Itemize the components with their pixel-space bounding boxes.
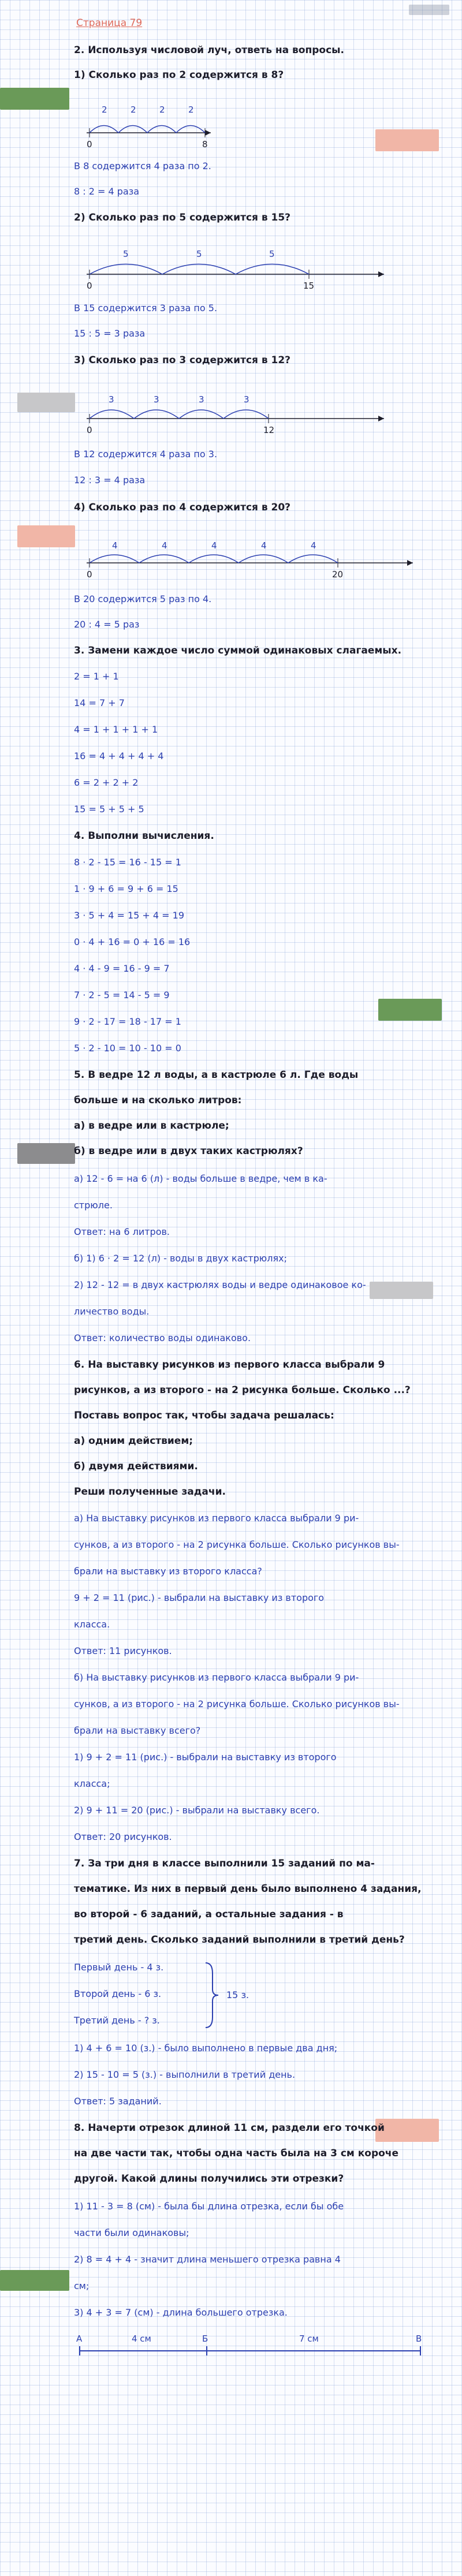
task6-answer: брали на выставку из второго класса?: [74, 1566, 262, 1577]
task2-q3-answer2: 12 : 3 = 4 раза: [74, 475, 146, 486]
task5-answer: а) 12 - 6 = на 6 (л) - воды больше в ведре, чем в ка-: [74, 1173, 327, 1184]
task5-text: больше и на сколько литров:: [74, 1095, 242, 1106]
length-label: 7 см: [299, 2334, 319, 2344]
task6-answer: 1) 9 + 2 = 11 (рис.) - выбрали на выставку из второго: [74, 1752, 337, 1763]
tick-label: 0: [87, 425, 92, 435]
task2-q2-answer2: 15 : 5 = 3 раза: [74, 328, 146, 339]
task6-answer: класса.: [74, 1619, 110, 1630]
task5-answer: 2) 12 - 12 = в двух кастрюлях воды и ведре одинаковое ко-: [74, 1279, 366, 1290]
decorative-blob: [0, 88, 69, 110]
tick-label: 12: [263, 425, 275, 435]
task2-q2-answer: В 15 содержится 3 раза по 5.: [74, 303, 218, 313]
task4-header: 4. Выполни вычисления.: [74, 830, 214, 842]
decorative-blob: [0, 2270, 69, 2291]
task3-line: 4 = 1 + 1 + 1 + 1: [74, 724, 158, 735]
task4-line: 0 · 4 + 16 = 0 + 16 = 16: [74, 936, 191, 947]
point-label: Б: [202, 2334, 208, 2344]
number-line-q4: [87, 522, 416, 580]
arc-label: 2: [102, 104, 107, 115]
task2-q1-answer2: 8 : 2 = 4 раза: [74, 186, 140, 197]
segment-diagram: [74, 2327, 432, 2373]
task4-line: 4 · 4 - 9 = 16 - 9 = 7: [74, 963, 170, 974]
task6-text: б) двумя действиями.: [74, 1461, 198, 1472]
task7-total: 15 з.: [226, 1989, 249, 2000]
task4-line: 3 · 5 + 4 = 15 + 4 = 19: [74, 910, 185, 921]
task5-text: а) в ведре или в кастрюле;: [74, 1120, 229, 1132]
decorative-blob: [17, 525, 75, 547]
task8-answer: 2) 8 = 4 + 4 - значит длина меньшего отрезка равна 4: [74, 2254, 341, 2265]
task5-answer: стрюле.: [74, 1200, 113, 1211]
task7-text: во второй - 6 заданий, а остальные задания - в: [74, 1909, 344, 1920]
task3-line: 14 = 7 + 7: [74, 697, 125, 708]
task2-q4-answer2: 20 : 4 = 5 раз: [74, 619, 140, 630]
task2-q4-answer: В 20 содержится 5 раз по 4.: [74, 593, 212, 604]
arc-label: 5: [123, 249, 129, 259]
arc-label: 3: [154, 394, 159, 405]
task3-line: 6 = 2 + 2 + 2: [74, 777, 139, 788]
number-line-q1: [87, 92, 214, 150]
task7-text: 7. За три дня в классе выполнили 15 заданий по ма-: [74, 1858, 375, 1869]
task5-answer: Ответ: количество воды одинаково.: [74, 1332, 251, 1343]
arc-label: 4: [211, 540, 217, 551]
decorative-blob: [17, 1143, 75, 1164]
task6-answer: Ответ: 11 рисунков.: [74, 1645, 172, 1656]
task5-text: б) в ведре или в двух таких кастрюлях?: [74, 1145, 303, 1157]
task6-text: Поставь вопрос так, чтобы задача решалась:: [74, 1410, 334, 1421]
task7-text: третий день. Сколько заданий выполнили в третий день?: [74, 1934, 405, 1946]
task5-text: 5. В ведре 12 л воды, а в кастрюле 6 л. Где воды: [74, 1069, 359, 1081]
task8-text: другой. Какой длины получились эти отрезки?: [74, 2173, 344, 2185]
tick-label: 8: [202, 139, 208, 150]
task8-text: 8. Начерти отрезок длиной 11 см, раздели его точкой: [74, 2122, 385, 2134]
task6-answer: класса;: [74, 1778, 110, 1789]
task3-header: 3. Замени каждое число суммой одинаковых слагаемых.: [74, 645, 402, 656]
task8-text: на две части так, чтобы одна часть была на 3 см короче: [74, 2148, 398, 2159]
length-label: 4 см: [132, 2334, 151, 2344]
arc-label: 4: [162, 540, 167, 551]
task3-line: 15 = 5 + 5 + 5: [74, 804, 144, 815]
tick-label: 15: [303, 281, 315, 291]
task2-header: 2. Используя числовой луч, ответь на вопросы.: [74, 44, 344, 56]
brace: [203, 1962, 221, 2029]
arc-label: 4: [112, 540, 118, 551]
task2-q4-question: 4) Сколько раз по 4 содержится в 20?: [74, 502, 291, 513]
task6-answer: а) На выставку рисунков из первого класса выбрали 9 ри-: [74, 1513, 359, 1524]
task6-answer: брали на выставку всего?: [74, 1725, 201, 1736]
arc-label: 5: [269, 249, 275, 259]
tick-label: 0: [87, 569, 92, 580]
task6-answer: б) На выставку рисунков из первого класса выбрали 9 ри-: [74, 1672, 359, 1683]
task2-q1-question: 1) Сколько раз по 2 содержится в 8?: [74, 69, 284, 81]
arc-label: 2: [159, 104, 165, 115]
task8-answer: 3) 4 + 3 = 7 (см) - длина большего отрезка.: [74, 2307, 288, 2318]
page-title: Страница 79: [76, 17, 143, 29]
task6-answer: сунков, а из второго - на 2 рисунка больше. Сколько рисунков вы-: [74, 1698, 400, 1709]
task5-answer: б) 1) 6 · 2 = 12 (л) - воды в двух кастрюлях;: [74, 1253, 287, 1264]
arc-label: 5: [196, 249, 202, 259]
number-line-q3: [87, 378, 387, 435]
task7-answer: 1) 4 + 6 = 10 (з.) - было выполнено в первые два дня;: [74, 2043, 338, 2054]
tick-label: 0: [87, 139, 92, 150]
task6-answer: Ответ: 20 рисунков.: [74, 1831, 172, 1842]
arc-label: 4: [311, 540, 316, 551]
task4-line: 7 · 2 - 5 = 14 - 5 = 9: [74, 990, 170, 1000]
task5-answer: Ответ: на 6 литров.: [74, 1226, 170, 1237]
task8-answer: 1) 11 - 3 = 8 (см) - была бы длина отрезка, если бы обе: [74, 2201, 344, 2212]
task2-q3-question: 3) Сколько раз по 3 содержится в 12?: [74, 354, 291, 366]
task8-answer: см;: [74, 2280, 90, 2291]
arc-label: 2: [131, 104, 136, 115]
task6-text: Реши полученные задачи.: [74, 1486, 226, 1498]
task7-text: тематике. Из них в первый день было выполнено 4 задания,: [74, 1883, 422, 1895]
task7-answer: 2) 15 - 10 = 5 (з.) - выполнили в третий день.: [74, 2069, 296, 2080]
task4-line: 5 · 2 - 10 = 10 - 10 = 0: [74, 1043, 181, 1054]
task8-answer: части были одинаковы;: [74, 2227, 189, 2238]
tick-label: 20: [332, 569, 344, 580]
task7-short-note: Третий день - ? з.: [74, 2015, 160, 2026]
arc-label: 4: [261, 540, 267, 551]
task4-line: 9 · 2 - 17 = 18 - 17 = 1: [74, 1016, 181, 1027]
arc-label: 3: [244, 394, 249, 405]
task2-q1-answer: В 8 содержится 4 раза по 2.: [74, 160, 211, 171]
arc-label: 3: [109, 394, 114, 405]
point-label: В: [416, 2334, 422, 2344]
point-label: А: [76, 2334, 83, 2344]
decorative-blob: [17, 393, 75, 412]
task6-answer: 2) 9 + 11 = 20 (рис.) - выбрали на выставку всего.: [74, 1805, 320, 1816]
task4-line: 1 · 9 + 6 = 9 + 6 = 15: [74, 883, 178, 894]
arc-label: 2: [188, 104, 194, 115]
task6-answer: сунков, а из второго - на 2 рисунка больше. Сколько рисунков вы-: [74, 1539, 400, 1550]
task5-answer: личество воды.: [74, 1306, 150, 1317]
number-line-q2: [87, 234, 387, 291]
task3-line: 16 = 4 + 4 + 4 + 4: [74, 751, 164, 761]
task2-q2-question: 2) Сколько раз по 5 содержится в 15?: [74, 212, 291, 223]
decorative-blob: [375, 129, 439, 151]
task7-answer: Ответ: 5 заданий.: [74, 2096, 162, 2107]
task6-answer: 9 + 2 = 11 (рис.) - выбрали на выставку из второго: [74, 1592, 325, 1603]
task4-line: 8 · 2 - 15 = 16 - 15 = 1: [74, 857, 181, 868]
task3-line: 2 = 1 + 1: [74, 671, 119, 682]
task2-q3-answer: В 12 содержится 4 раза по 3.: [74, 449, 218, 460]
task7-short-note: Первый день - 4 з.: [74, 1962, 164, 1973]
task6-text: рисунков, а из второго - на 2 рисунка больше. Сколько ...?: [74, 1384, 411, 1396]
watermark: [409, 5, 449, 15]
task7-short-note: Второй день - 6 з.: [74, 1988, 162, 1999]
task6-text: а) одним действием;: [74, 1435, 193, 1447]
tick-label: 0: [87, 281, 92, 291]
arc-label: 3: [199, 394, 204, 405]
task6-text: 6. На выставку рисунков из первого класса выбрали 9: [74, 1359, 385, 1371]
